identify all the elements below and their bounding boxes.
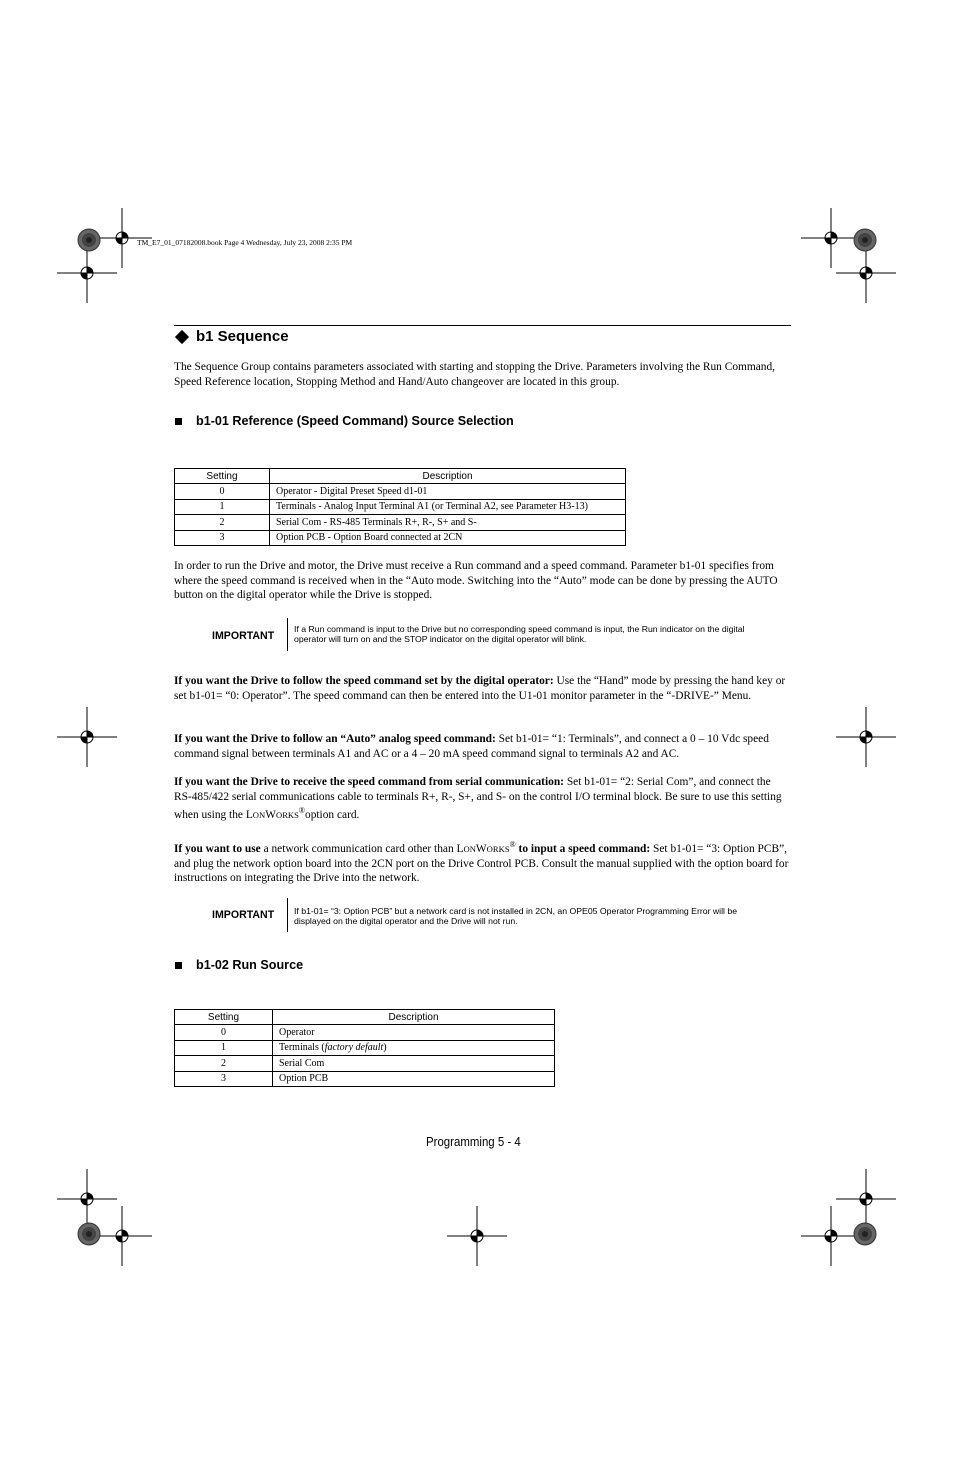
table-row	[175, 484, 626, 499]
description-cell: Serial Com	[273, 1056, 555, 1071]
description-cell: Serial Com - RS-485 Terminals R+, R-, S+ and S-	[270, 515, 626, 530]
registration-mark-top-left-outer	[57, 243, 117, 303]
registered-mark: ®	[509, 840, 516, 849]
table-header-row	[175, 1010, 555, 1025]
registration-mark-mid-right	[836, 707, 896, 767]
serial-comm-paragraph-lead: If you want the Drive to receive the speed command from serial communication:	[174, 776, 564, 788]
registration-mark-mid-left	[57, 707, 117, 767]
color-rosette-top-right	[853, 228, 877, 252]
setting-cell: 2	[175, 515, 270, 530]
setting-cell: 2	[175, 1056, 273, 1071]
registration-mark-top-right-outer	[836, 243, 896, 303]
color-rosette-bottom-right	[853, 1222, 877, 1246]
b1-02-heading	[174, 958, 303, 972]
color-rosette-bottom-left	[77, 1222, 101, 1246]
operator-paragraph	[174, 674, 791, 703]
print-info-line: TM_E7_01_07182008.book Page 4 Wednesday, July 23, 2008 2:35 PM	[137, 238, 353, 247]
table-row	[175, 1025, 555, 1040]
auto-analog-paragraph-text: Set b1-01= “1: Terminals”, and connect a 0 – 10 Vdc speed command signal between terminals A1 and AC or a 4 – 20 mA speed command signal to terminals A2 and AC.	[174, 733, 769, 760]
b1-01-settings-table	[174, 468, 626, 546]
diamond-bullet-icon	[175, 329, 189, 343]
important-divider	[287, 618, 288, 651]
table-row	[175, 1071, 555, 1086]
page-footer: Programming 5 - 4	[426, 1134, 521, 1149]
description-cell: Terminals (factory default)	[273, 1040, 555, 1055]
description-cell: Option PCB - Option Board connected at 2CN	[270, 530, 626, 545]
operator-paragraph-text: Use the “Hand” mode by pressing the hand key or set b1-01= “0: Operator”. The speed command can then be entered into the U1-01 monitor parameter in the “-DRIVE-” Menu.	[174, 675, 786, 702]
description-cell: Option PCB	[273, 1071, 555, 1086]
section-title	[174, 328, 289, 345]
important-note-text: If b1-01= “3: Option PCB” but a network card is not installed in 2CN, an OPE05 Operator Programming Error will be displayed on the digital operator and the Drive will not run.	[294, 906, 738, 926]
b1-02-heading-text: b1-02 Run Source	[196, 958, 304, 972]
serial-comm-paragraph-tail: option card.	[305, 809, 360, 822]
run-command-paragraph: In order to run the Drive and motor, the Drive must receive a Run command and a speed command. Parameter b1-01 specifies from where the speed command is received when in the “Auto mode. Switching into the “Auto” mode can be done by pressing the AUTO button on the digital operator while the Drive is stopped.	[174, 560, 778, 602]
table-row	[175, 499, 626, 514]
section-rule	[174, 325, 791, 326]
option-pcb-paragraph: If you want to use a network communication card other than LONWORKS® to input a speed command: Set b1-01= “3: Option PCB”, and plug the network option board into the 2CN port on the Drive Control PCB. Consult the manual supplied with the option board for instructions on integrating the Drive into the network.	[174, 840, 789, 885]
setting-cell: 0	[175, 484, 270, 499]
b1-02-settings-table	[174, 1009, 555, 1087]
important-label: IMPORTANT	[212, 909, 275, 921]
table-header-cell: Description	[273, 1010, 555, 1025]
lonworks-trademark: LONWORKS	[245, 809, 299, 822]
table-header-cell: Setting	[175, 469, 270, 484]
auto-analog-paragraph	[174, 732, 791, 761]
option-pcb-paragraph-lead: If you want to use	[174, 842, 261, 855]
lonworks-trademark: LONWORKS	[456, 842, 510, 855]
color-rosette-top-left	[77, 228, 101, 252]
setting-cell: 1	[175, 1040, 273, 1055]
setting-cell: 0	[175, 1025, 273, 1040]
registration-mark-bottom-right	[801, 1206, 861, 1266]
registered-mark: ®	[298, 806, 305, 816]
b1-01-heading	[174, 414, 514, 428]
intro-paragraph: The Sequence Group contains parameters associated with starting and stopping the Drive. Parameters involving the Run Command, Speed Reference location, Stopping Method and Hand/Auto changeover are located in this group.	[174, 361, 776, 388]
setting-cell: 1	[175, 499, 270, 514]
table-header-row	[175, 469, 626, 484]
registration-mark-bottom-center	[447, 1206, 507, 1266]
important-divider	[287, 898, 288, 932]
operator-paragraph-lead: If you want the Drive to follow the speed command set by the digital operator:	[174, 675, 554, 687]
setting-cell: 3	[175, 530, 270, 545]
table-row	[175, 530, 626, 545]
description-cell: Operator	[273, 1025, 555, 1040]
table-header-cell: Description	[270, 469, 626, 484]
important-note-text: If a Run command is input to the Drive but no corresponding speed command is input, the Run indicator on the digital operator will turn on and the STOP indicator on the digital operator will blink.	[294, 624, 745, 644]
setting-cell: 3	[175, 1071, 273, 1086]
factory-default-note: factory default	[324, 1042, 384, 1054]
table-row	[175, 1040, 555, 1055]
section-title-text: b1 Sequence	[196, 328, 289, 345]
table-row	[175, 515, 626, 530]
table-row	[175, 1056, 555, 1071]
registration-mark-bottom-left	[92, 1206, 152, 1266]
description-cell: Terminals - Analog Input Terminal A1 (or Terminal A2, see Parameter H3-13)	[270, 499, 626, 514]
serial-comm-paragraph	[174, 775, 791, 823]
b1-01-heading-text: b1-01 Reference (Speed Command) Source Selection	[196, 414, 514, 428]
description-cell: Operator - Digital Preset Speed d1-01	[270, 484, 626, 499]
auto-analog-paragraph-lead: If you want the Drive to follow an “Auto” analog speed command:	[174, 733, 496, 745]
serial-comm-paragraph-text: Set b1-01= “2: Serial Com”, and connect the RS-485/422 serial communications cable to terminals R+, R-, S+, and S- on the control I/O terminal block. Be sure to use this setting when using the	[174, 776, 782, 822]
square-bullet-icon	[175, 418, 182, 425]
important-label: IMPORTANT	[212, 630, 275, 642]
table-header-cell: Setting	[175, 1010, 273, 1025]
square-bullet-icon	[175, 962, 182, 969]
